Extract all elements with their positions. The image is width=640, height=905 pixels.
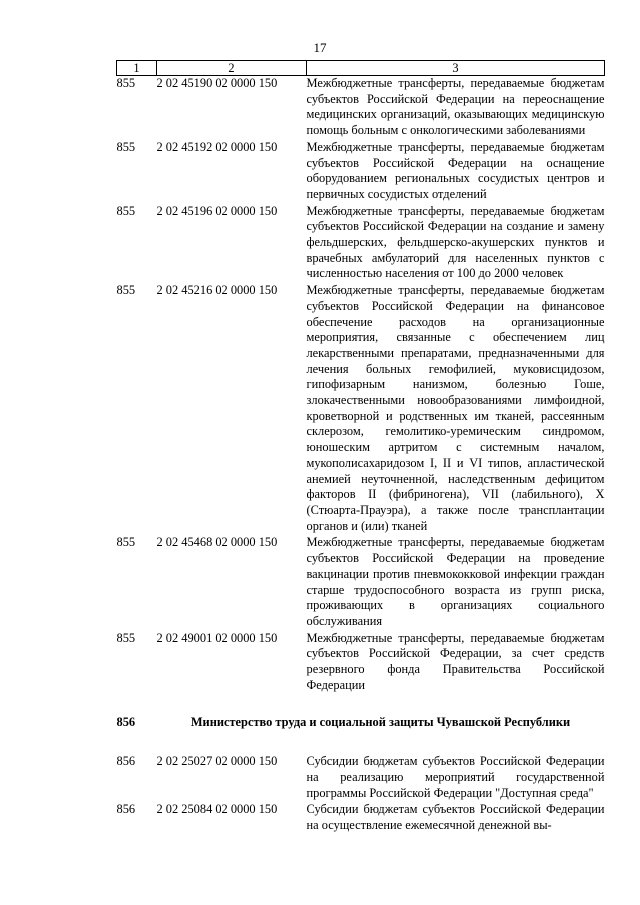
column-header-1: 1 — [117, 61, 157, 76]
ministry-code: 856 — [116, 715, 136, 730]
ministry-section-header — [117, 694, 605, 754]
ministry-title: Министерство труда и социальной защиты Чувашской Республики — [190, 715, 571, 730]
income-description: Межбюджетные трансферты, передаваемые бюджетам субъектов Российской Федерации на оснащение оборудованием региональных сосудистых центров и первичных сосудистых отделений — [306, 139, 605, 201]
admin-code: 855 — [116, 139, 136, 154]
admin-code: 855 — [116, 630, 136, 645]
column-header-3: 3 — [307, 61, 605, 76]
income-description: Межбюджетные трансферты, передаваемые бюджетам субъектов Российской Федерации на переоснащение медицинских организаций, оказывающих медицинскую помощь больным с онкологическими заболеваниями — [306, 76, 605, 138]
admin-code: 856 — [116, 754, 136, 769]
income-description: Межбюджетные трансферты, передаваемые бюджетам субъектов Российской Федерации на финансовое обеспечение расходов на организационные мероприятия, связанные с обеспечением лиц лекарственными препаратами, предназначенными для лечения больных гемофилией, муковисцидозом, гипофизарным нанизмом, болезнью Гоше, злокачественными новообразованиями лимфоидной, кроветворной и родственных им тканей, рассеянным склерозом, гемолитико-уремическим синдромом, юношеским артритом с системным началом, мукополисахаридозом I, II и VI типов, апластической анемией неуточненной, наследственным дефицитом факторов II (фибриногена), VII (лабильного), X (Стюарта-Прауэра), а также после трансплантации органов и (или) тканей — [306, 283, 605, 533]
budget-code: 2 02 25027 02 0000 150 — [156, 754, 278, 769]
budget-code: 2 02 45192 02 0000 150 — [156, 139, 278, 154]
table-row — [117, 140, 605, 204]
admin-code: 856 — [116, 802, 136, 817]
income-description: Межбюджетные трансферты, передаваемые бюджетам субъектов Российской Федерации на создание и замену фельдшерских, фельдшерско-акушерских пунктов и врачебных амбулаторий для населенных пунктов с численностью населения от 100 до 2000 человек — [306, 203, 605, 281]
table-row — [117, 535, 605, 630]
table-header-row — [117, 61, 605, 76]
budget-code: 2 02 45190 02 0000 150 — [156, 76, 278, 90]
table-row — [117, 631, 605, 695]
column-header-2: 2 — [157, 61, 307, 76]
table-row — [117, 204, 605, 284]
admin-code: 855 — [116, 283, 136, 298]
table-row — [117, 802, 605, 834]
income-description: Субсидии бюджетам субъектов Российской Федерации на осуществление ежемесячной денежной вы- — [306, 802, 605, 832]
income-description: Межбюджетные трансферты, передаваемые бюджетам субъектов Российской Федерации на проведение вакцинации против пневмококковой инфекции граждан старше трудоспособного возраста из групп риска, проживающих в организациях социального обслуживания — [306, 535, 605, 628]
table-row — [117, 754, 605, 802]
table-row — [117, 76, 605, 140]
budget-code: 2 02 25084 02 0000 150 — [156, 802, 278, 817]
admin-code: 855 — [116, 203, 136, 218]
income-description: Межбюджетные трансферты, передаваемые бюджетам субъектов Российской Федерации, за счет средств резервного фонда Правительства Российской Федерации — [306, 630, 605, 692]
admin-code: 855 — [116, 535, 136, 550]
table-row — [117, 283, 605, 535]
budget-code: 2 02 45468 02 0000 150 — [156, 535, 278, 550]
budget-codes-table — [116, 60, 605, 835]
admin-code: 855 — [116, 76, 136, 90]
income-description: Субсидии бюджетам субъектов Российской Федерации на реализацию мероприятий государственной программы Российской Федерации "Доступная среда" — [306, 754, 605, 800]
budget-code: 2 02 45196 02 0000 150 — [156, 203, 278, 218]
budget-code: 2 02 45216 02 0000 150 — [156, 283, 278, 298]
budget-code: 2 02 49001 02 0000 150 — [156, 630, 278, 645]
page-number: 17 — [313, 40, 327, 55]
